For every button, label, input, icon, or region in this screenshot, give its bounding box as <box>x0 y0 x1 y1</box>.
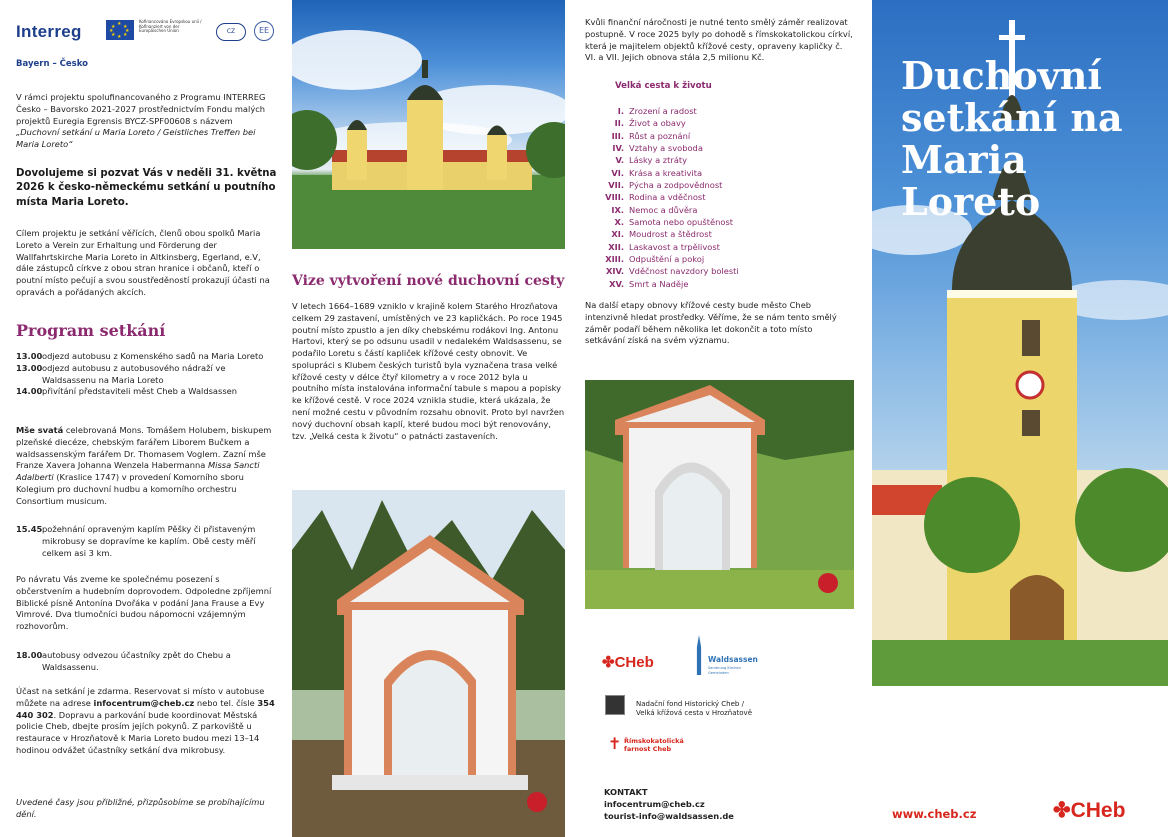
mass-paragraph <box>16 425 278 507</box>
schedule-block-3 <box>16 650 278 674</box>
church-photo <box>292 0 565 249</box>
basilica-icon <box>692 635 706 675</box>
station-number: XI. <box>611 229 624 240</box>
station-number: I. <box>617 106 624 116</box>
historic-cheb-fund-icon <box>605 695 625 715</box>
station-name: Nemoc a důvěra <box>629 204 698 215</box>
station-name: Rodina a vděčnost <box>629 192 706 203</box>
funding-logos <box>16 18 278 52</box>
waldsassen-subline: Sanierung Kirchen Gemeinden <box>708 666 741 676</box>
cheb-logo-large: ✤CHeb <box>1053 799 1126 822</box>
program-region: Bayern – Česko <box>16 59 88 69</box>
station-item <box>598 216 798 228</box>
station-number: X. <box>614 217 624 228</box>
station-number: VIII. <box>605 192 624 203</box>
station-name: Samota nebo opuštěnost <box>629 217 734 228</box>
station-name: Život a obavy <box>629 118 686 129</box>
station-item <box>598 241 798 253</box>
purpose-paragraph: Cílem projektu je setkání věřících, členů obou spolků Maria Loreto a Verein zur Erhaltung und Förderung der Wallfahrtskirche Maria Loreto in Altkinsberg, Egerland, e.V, dále zástupců církve z obou stran hranice i občanů, kteří o poutní místo pečují a svou soustředěností prokazují účasti na opravách a pořádaných akcích. <box>16 228 270 297</box>
partner-logos <box>600 630 860 753</box>
eu-cofunding-text: Kofinancováno Evropskou unií / Kofinanziert von der Europäischen Union <box>139 19 202 34</box>
station-name: Pýcha a zodpovědnost <box>629 180 723 191</box>
station-number: V. <box>615 155 624 166</box>
vision-paragraph: V letech 1664–1689 vzniklo v krajině kolem Starého Hrozňatova celkem 29 zastavení, umístěných ve 23 kapličkách. Po roce 1945 poutní místo zpustlo a jen díky chebskému rodákovi Ing. Antonu Hartovi, který se po odsunu usadil v nedalekém Waldsassenu, se podařilo Loretu s částí kapliček křížové cesty obnovit. Ve spolupráci s Klubem českých turistů byla vyznačena trasa velké křížové cesty v délce čtyř kilometry a v roce 2012 byla u poutního místa instalována informační tabule s mapou a popisky ke křížové cestě. V roce 2024 vznikla studie, která ukázala, že není možné cestu v původním rozsahu obnovit. Proto byl navržen nový duchovní obsah kaplí, které budou moci být renovovány, tzv. „Velká cesta k životu“ o patnácti zastaveních. <box>292 301 565 441</box>
station-number: VI. <box>611 167 624 178</box>
historic-cheb-fund-text: Nadační fond Historický Cheb / Velká křížová cesta v Hrozňatově <box>636 700 753 718</box>
station-item <box>598 154 798 166</box>
chapel-photo-meadow <box>585 380 854 609</box>
schedule-time: 13.00 <box>16 351 43 361</box>
schedule-time: 13.00 <box>16 362 43 373</box>
schedule-item <box>16 363 278 387</box>
station-item <box>598 117 798 129</box>
info-text: nebo tel. čísle <box>194 697 258 708</box>
finance-paragraph: Kvůli finanční náročnosti je nutné tento smělý záměr realizovat postupně. V roce 2025 byly po dohodě s římskokatolickou církví, která je majitelem objektů křížové cesty, opraveny kapličky č. VI. a VII. Jejich obnova stála 2,5 milionu Kč. <box>585 17 853 63</box>
station-name: Růst a poznání <box>629 130 691 141</box>
schedule-item <box>16 524 278 559</box>
schedule-item <box>16 351 278 363</box>
station-item <box>598 253 798 265</box>
station-item <box>598 130 798 142</box>
next-stage-paragraph: Na další etapy obnovy křížové cesty bude město Cheb intenzivně hledat prostředky. Věříme, že se nám tento smělý záměr podaří během několika let dokončit a toto místo setkávání získá na svém významu. <box>585 300 837 346</box>
station-number: XIV. <box>606 266 624 277</box>
station-item <box>598 142 798 154</box>
info-text: . Dopravu a parkování bude koordinovat Městská policie Cheb, dbejte prosím jejích pokynů. Z parkoviště u restaurace v Hrozňatově k Maria Loreto budou mezi 13–14 hodinou odvážet účastníky setkání dva mikrobusy. <box>16 709 260 755</box>
schedule-item <box>16 386 278 398</box>
station-name: Vděčnost navzdory bolesti <box>629 266 739 277</box>
schedule-block-2 <box>16 524 278 559</box>
chapel-photo-forest <box>292 490 565 837</box>
waldsassen-wordmark: Waldsassen <box>708 655 758 664</box>
contact-email-cheb[interactable]: infocentrum@cheb.cz <box>604 799 705 810</box>
contact-label: KONTAKT <box>604 787 648 797</box>
info-paragraph <box>16 686 278 757</box>
program-heading: Program setkání <box>16 321 166 340</box>
reservation-phone[interactable]: 354 440 302 <box>16 697 275 720</box>
station-name: Moudrost a štědrost <box>629 229 712 240</box>
euregia-egrensis-logo: EE <box>254 21 274 41</box>
schedule-text: požehnání opraveným kaplím Pěšky či přistaveným mikrobusy se dopravíme ke kaplím. Obě cesty měří celkem asi 3 km. <box>42 524 256 558</box>
parish-logo-icon: ✝ <box>608 734 622 753</box>
info-text: Účast na setkání je zdarma. Reservovat si místo v autobuse můžete na adrese <box>16 686 265 708</box>
website-link[interactable]: www.cheb.cz <box>892 807 977 821</box>
station-item <box>598 265 798 277</box>
station-item <box>598 204 798 216</box>
schedule-time: 14.00 <box>16 386 43 397</box>
station-item <box>598 228 798 240</box>
station-number: IX. <box>611 204 624 215</box>
mass-title: Missa Sancti Adalberti <box>16 460 260 483</box>
station-number: XII. <box>608 241 624 252</box>
schedule-text: odjezd autobusu z Komenského sadů na Maria Loreto <box>42 351 264 361</box>
schedule-block-1 <box>16 351 278 398</box>
station-name: Vztahy a svoboda <box>629 143 703 154</box>
contact-email-waldsassen[interactable]: tourist-info@waldsassen.de <box>604 811 734 822</box>
invitation: Dovolujeme si pozvat Vás v neděli 31. května 2026 k česko-německému setkání u poutního místa Maria Loreto. <box>16 168 277 208</box>
contact-block <box>604 786 734 822</box>
interreg-logo: Interreg <box>16 22 82 41</box>
station-item <box>598 278 798 290</box>
reservation-email-link[interactable]: infocentrum@cheb.cz <box>93 697 195 708</box>
cheb-logo: ✤CHeb <box>602 654 654 671</box>
station-name: Smrt a Naděje <box>629 278 689 289</box>
schedule-text: odjezd autobusu z autobusového nádraží ve Waldsassenu na Maria Loreto <box>42 362 226 385</box>
waldsassen-logo <box>692 635 762 677</box>
mass-label: Mše svatá <box>16 425 64 435</box>
return-paragraph: Po návratu Vás zveme ke společnému posezení s občerstvením a hudebním doprovodem. Odpoledne zpříjemní Biblické písně Antonína Dvořáka v podání Jana Frause a Evy Vimrové. Dva tlumočníci budou nápomocni vzájemným rozhovorům. <box>16 574 272 632</box>
time-note: Uvedené časy jsou přibližné, přizpůsobíme se probíhajícímu dění. <box>16 797 265 819</box>
station-number: IV. <box>612 143 624 154</box>
route-heading: Velká cesta k životu <box>615 81 712 91</box>
mass-text-end: (Kraslice 1747) v provedení Komorního sboru Kolegium pro duchovní hudbu a komorního orchestru Consortium musicum. <box>16 472 244 506</box>
project-name: „Duchovní setkání u Maria Loreto / Geistliches Treffen bei Maria Loreto“ <box>16 127 256 150</box>
station-number: VII. <box>608 180 624 191</box>
station-number: II. <box>614 118 624 129</box>
schedule-text: přivítání představiteli měst Cheb a Waldsassen <box>42 386 238 397</box>
cover-title: Duchovní setkání na Maria Loreto <box>901 53 1123 224</box>
station-name: Laskavost a trpělivost <box>629 241 720 252</box>
mass-text: celebrovaná Mons. Tomášem Holubem, biskupem plzeňské diecéze, chebským farářem Liborem Bučkem a waldsassenským farářem Dr. Thomasem Voglem. Zazní mše Franze Xavera Johanna Wenzela Habermanna <box>16 425 272 471</box>
station-name: Zrození a radost <box>629 106 697 116</box>
schedule-item <box>16 650 278 674</box>
eu-flag-icon: ★ ★ ★ ★ ★ ★ ★ ★ <box>106 20 134 40</box>
schedule-text: autobusy odvezou účastníky zpět do Chebu a Waldsassenu. <box>42 650 231 672</box>
station-number: III. <box>611 130 624 141</box>
stations-list <box>598 105 798 290</box>
station-number: XIII. <box>605 254 624 265</box>
intro-paragraph <box>16 92 278 151</box>
intro-text: V rámci projektu spolufinancovaného z Programu INTERREG Česko – Bavorsko 2021-2027 prostřednictvím Fondu malých projektů Euregia Egrensis BYCZ-SPF00608 s názvem <box>16 92 266 126</box>
schedule-time: 15.45 <box>16 524 43 534</box>
schedule-time: 18.00 <box>16 650 43 660</box>
station-name: Odpuštění a pokoj <box>629 254 705 265</box>
euregio-logo: CZ <box>216 23 246 41</box>
vision-heading: Vize vytvoření nové duchovní cesty <box>292 273 565 289</box>
parish-logo-text: Římskokatolická farnost Cheb <box>624 737 684 753</box>
station-item <box>598 167 798 179</box>
station-item <box>598 105 798 117</box>
station-item <box>598 191 798 203</box>
station-name: Lásky a ztráty <box>629 155 688 166</box>
station-item <box>598 179 798 191</box>
station-name: Krása a kreativita <box>629 167 703 178</box>
station-number: XV. <box>609 278 624 289</box>
